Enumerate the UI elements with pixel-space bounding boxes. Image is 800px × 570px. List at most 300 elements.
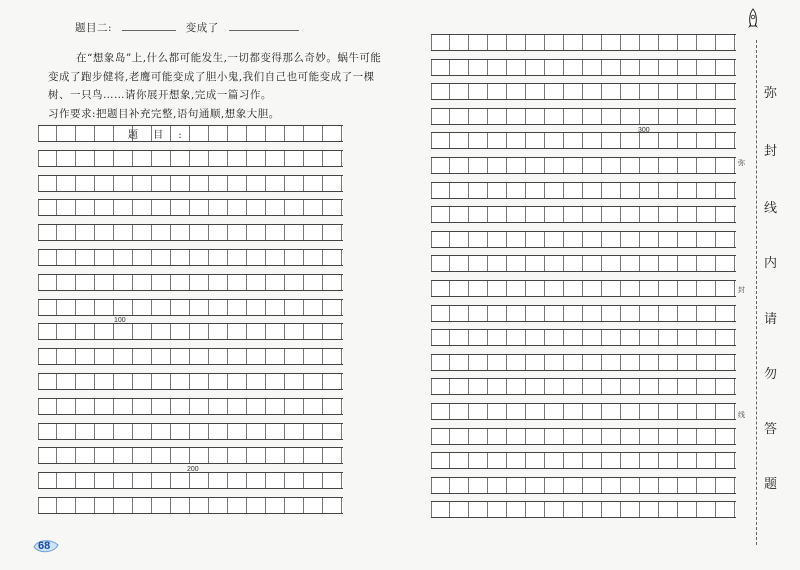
grid-cell[interactable] [507, 404, 526, 419]
grid-cell[interactable] [507, 232, 526, 247]
grid-cell[interactable] [450, 306, 469, 321]
grid-cell[interactable] [152, 424, 171, 439]
grid-cell[interactable] [526, 429, 545, 444]
grid-cell[interactable] [507, 281, 526, 296]
grid-cell[interactable] [697, 133, 716, 148]
grid-cell[interactable] [285, 151, 304, 166]
grid-cell[interactable] [659, 158, 678, 173]
grid-cell[interactable] [76, 349, 95, 364]
grid-row[interactable] [431, 34, 736, 51]
grid-cell[interactable] [621, 158, 640, 173]
grid-cell[interactable] [621, 453, 640, 468]
grid-cell[interactable] [697, 306, 716, 321]
grid-cell[interactable] [285, 498, 304, 513]
title-blank[interactable] [122, 20, 176, 31]
grid-cell[interactable] [431, 478, 450, 493]
grid-cell[interactable] [659, 207, 678, 222]
grid-cell[interactable] [545, 404, 564, 419]
grid-cell[interactable] [697, 232, 716, 247]
grid-cell[interactable] [152, 275, 171, 290]
grid-cell[interactable] [678, 183, 697, 198]
grid-cell[interactable] [285, 225, 304, 240]
grid-cell[interactable] [640, 232, 659, 247]
grid-cell[interactable] [678, 133, 697, 148]
grid-cell[interactable] [469, 133, 488, 148]
grid-cell[interactable] [621, 478, 640, 493]
grid-cell[interactable] [545, 281, 564, 296]
grid-row[interactable] [38, 497, 343, 514]
grid-cell[interactable] [526, 330, 545, 345]
grid-row[interactable] [431, 354, 736, 371]
grid-cell[interactable] [545, 232, 564, 247]
grid-cell[interactable] [659, 379, 678, 394]
grid-cell[interactable] [716, 35, 735, 50]
grid-row[interactable] [431, 255, 736, 272]
grid-cell[interactable] [545, 355, 564, 370]
grid-cell[interactable] [640, 453, 659, 468]
grid-cell[interactable] [190, 225, 209, 240]
grid-row[interactable] [431, 305, 736, 322]
grid-cell[interactable] [38, 151, 57, 166]
grid-cell[interactable] [285, 176, 304, 191]
grid-cell[interactable] [678, 109, 697, 124]
grid-cell[interactable] [488, 207, 507, 222]
grid-cell[interactable] [602, 330, 621, 345]
grid-cell[interactable] [266, 424, 285, 439]
grid-cell[interactable] [285, 126, 304, 141]
grid-cell[interactable] [659, 232, 678, 247]
grid-cell[interactable] [488, 306, 507, 321]
grid-row[interactable] [38, 274, 343, 291]
grid-row[interactable] [431, 231, 736, 248]
grid-cell[interactable] [38, 300, 57, 315]
grid-cell[interactable] [564, 84, 583, 99]
grid-cell[interactable] [488, 281, 507, 296]
grid-cell[interactable] [450, 158, 469, 173]
grid-cell[interactable] [57, 200, 76, 215]
grid-cell[interactable] [323, 151, 342, 166]
grid-cell[interactable] [716, 158, 735, 173]
grid-cell[interactable] [114, 424, 133, 439]
grid-row[interactable] [431, 83, 736, 100]
grid-cell[interactable] [507, 355, 526, 370]
grid-cell[interactable] [697, 404, 716, 419]
grid-cell[interactable] [247, 225, 266, 240]
grid-cell[interactable] [304, 176, 323, 191]
grid-cell[interactable] [602, 355, 621, 370]
grid-cell[interactable] [114, 349, 133, 364]
grid-cell[interactable] [209, 349, 228, 364]
grid-cell[interactable] [450, 478, 469, 493]
grid-cell[interactable] [114, 225, 133, 240]
grid-cell[interactable] [38, 126, 57, 141]
grid-cell[interactable] [209, 473, 228, 488]
grid-cell[interactable] [190, 250, 209, 265]
grid-cell[interactable] [431, 183, 450, 198]
grid-cell[interactable] [526, 355, 545, 370]
grid-cell[interactable] [678, 281, 697, 296]
grid-cell[interactable] [304, 200, 323, 215]
grid-cell[interactable] [171, 399, 190, 414]
grid-cell[interactable] [678, 330, 697, 345]
grid-cell[interactable] [209, 300, 228, 315]
grid-cell[interactable] [431, 109, 450, 124]
grid-cell[interactable] [716, 183, 735, 198]
grid-cell[interactable] [95, 250, 114, 265]
grid-cell[interactable] [659, 306, 678, 321]
grid-cell[interactable] [659, 84, 678, 99]
grid-row[interactable] [38, 224, 343, 241]
grid-cell[interactable] [57, 473, 76, 488]
grid-cell[interactable] [171, 324, 190, 339]
grid-cell[interactable] [450, 207, 469, 222]
grid-row[interactable] [431, 329, 736, 346]
grid-cell[interactable] [488, 404, 507, 419]
grid-cell[interactable] [621, 281, 640, 296]
grid-cell[interactable] [95, 448, 114, 463]
grid-cell[interactable] [659, 330, 678, 345]
grid-cell[interactable] [697, 158, 716, 173]
grid-cell[interactable] [659, 281, 678, 296]
grid-cell[interactable] [247, 300, 266, 315]
grid-cell[interactable] [228, 473, 247, 488]
grid-cell[interactable] [190, 424, 209, 439]
grid-cell[interactable] [583, 207, 602, 222]
grid-cell[interactable] [247, 126, 266, 141]
grid-cell[interactable] [678, 355, 697, 370]
grid-cell[interactable] [209, 399, 228, 414]
grid-cell[interactable] [95, 399, 114, 414]
grid-cell[interactable] [507, 158, 526, 173]
grid-cell[interactable] [583, 109, 602, 124]
grid-cell[interactable] [545, 478, 564, 493]
grid-cell[interactable] [171, 349, 190, 364]
grid-cell[interactable] [450, 35, 469, 50]
grid-cell[interactable] [545, 502, 564, 517]
grid-cell[interactable] [469, 158, 488, 173]
grid-cell[interactable] [209, 324, 228, 339]
grid-cell[interactable] [228, 151, 247, 166]
grid-cell[interactable] [640, 109, 659, 124]
grid-cell[interactable] [545, 256, 564, 271]
grid-cell[interactable] [678, 379, 697, 394]
grid-cell[interactable] [431, 60, 450, 75]
grid-cell[interactable] [583, 330, 602, 345]
grid-cell[interactable] [545, 109, 564, 124]
grid-cell[interactable] [323, 324, 342, 339]
grid-cell[interactable] [564, 35, 583, 50]
grid-cell[interactable] [76, 448, 95, 463]
grid-cell[interactable] [209, 275, 228, 290]
grid-cell[interactable] [323, 498, 342, 513]
grid-cell[interactable] [621, 429, 640, 444]
grid-cell[interactable] [678, 35, 697, 50]
grid-cell[interactable] [304, 374, 323, 389]
grid-cell[interactable] [450, 281, 469, 296]
grid-cell[interactable] [621, 404, 640, 419]
grid-cell[interactable] [247, 498, 266, 513]
grid-cell[interactable] [526, 60, 545, 75]
grid-cell[interactable] [640, 133, 659, 148]
grid-row[interactable] [431, 501, 736, 518]
grid-cell[interactable] [526, 232, 545, 247]
grid-cell[interactable] [209, 448, 228, 463]
grid-cell[interactable] [640, 478, 659, 493]
grid-cell[interactable] [152, 473, 171, 488]
grid-cell[interactable] [545, 207, 564, 222]
grid-cell[interactable] [583, 355, 602, 370]
grid-cell[interactable] [659, 109, 678, 124]
grid-cell[interactable] [488, 109, 507, 124]
grid-cell[interactable] [76, 275, 95, 290]
grid-cell[interactable] [76, 473, 95, 488]
grid-cell[interactable] [659, 453, 678, 468]
grid-cell[interactable] [583, 404, 602, 419]
grid-cell[interactable] [469, 404, 488, 419]
grid-cell[interactable] [659, 429, 678, 444]
grid-cell[interactable] [228, 300, 247, 315]
grid-cell[interactable] [545, 133, 564, 148]
grid-cell[interactable] [190, 126, 209, 141]
grid-cell[interactable] [76, 498, 95, 513]
grid-cell[interactable] [114, 200, 133, 215]
grid-cell[interactable] [95, 151, 114, 166]
grid-cell[interactable] [469, 232, 488, 247]
grid-cell[interactable] [228, 374, 247, 389]
grid-cell[interactable] [114, 275, 133, 290]
grid-cell[interactable] [640, 60, 659, 75]
grid-cell[interactable] [583, 84, 602, 99]
grid-cell[interactable] [152, 151, 171, 166]
grid-cell[interactable] [469, 207, 488, 222]
grid-cell[interactable] [621, 330, 640, 345]
grid-cell[interactable] [678, 453, 697, 468]
grid-cell[interactable] [431, 379, 450, 394]
grid-cell[interactable] [507, 133, 526, 148]
grid-cell[interactable] [38, 374, 57, 389]
grid-cell[interactable] [507, 60, 526, 75]
grid-cell[interactable] [209, 498, 228, 513]
grid-cell[interactable] [323, 200, 342, 215]
grid-cell[interactable] [38, 275, 57, 290]
grid-cell[interactable] [323, 126, 342, 141]
grid-cell[interactable] [469, 183, 488, 198]
grid-cell[interactable] [76, 225, 95, 240]
grid-cell[interactable] [507, 109, 526, 124]
grid-cell[interactable] [133, 300, 152, 315]
grid-cell[interactable] [602, 183, 621, 198]
grid-cell[interactable] [57, 176, 76, 191]
grid-cell[interactable] [640, 429, 659, 444]
grid-cell[interactable] [171, 225, 190, 240]
grid-cell[interactable] [304, 424, 323, 439]
grid-cell[interactable] [640, 502, 659, 517]
grid-cell[interactable] [450, 109, 469, 124]
grid-cell[interactable] [431, 84, 450, 99]
grid-row[interactable] [38, 423, 343, 440]
grid-cell[interactable] [228, 200, 247, 215]
grid-cell[interactable] [304, 151, 323, 166]
grid-cell[interactable] [133, 275, 152, 290]
grid-cell[interactable] [152, 349, 171, 364]
grid-cell[interactable] [602, 256, 621, 271]
grid-cell[interactable] [190, 300, 209, 315]
grid-cell[interactable] [545, 379, 564, 394]
grid-cell[interactable] [621, 207, 640, 222]
grid-cell[interactable] [57, 374, 76, 389]
grid-cell[interactable] [304, 300, 323, 315]
grid-cell[interactable] [76, 300, 95, 315]
grid-cell[interactable] [133, 176, 152, 191]
grid-cell[interactable] [209, 200, 228, 215]
grid-cell[interactable] [716, 109, 735, 124]
grid-cell[interactable] [450, 183, 469, 198]
grid-cell[interactable] [526, 133, 545, 148]
grid-cell[interactable] [57, 126, 76, 141]
grid-cell[interactable] [190, 176, 209, 191]
grid-cell[interactable] [431, 502, 450, 517]
grid-row[interactable] [431, 280, 736, 297]
grid-cell[interactable] [57, 399, 76, 414]
grid-cell[interactable] [38, 473, 57, 488]
grid-cell[interactable] [323, 374, 342, 389]
grid-cell[interactable] [507, 84, 526, 99]
grid-cell[interactable] [431, 355, 450, 370]
grid-cell[interactable] [38, 498, 57, 513]
grid-cell[interactable] [152, 324, 171, 339]
grid-cell[interactable] [716, 84, 735, 99]
grid-cell[interactable] [209, 424, 228, 439]
grid-cell[interactable] [285, 424, 304, 439]
grid-cell[interactable] [38, 448, 57, 463]
grid-cell[interactable] [304, 473, 323, 488]
grid-cell[interactable] [450, 60, 469, 75]
grid-cell[interactable] [171, 250, 190, 265]
grid-cell[interactable] [266, 498, 285, 513]
grid-cell[interactable] [545, 453, 564, 468]
grid-cell[interactable] [583, 379, 602, 394]
grid-cell[interactable] [209, 225, 228, 240]
grid-cell[interactable] [450, 502, 469, 517]
grid-cell[interactable] [716, 429, 735, 444]
grid-cell[interactable] [526, 207, 545, 222]
grid-cell[interactable] [564, 256, 583, 271]
grid-cell[interactable] [209, 126, 228, 141]
grid-cell[interactable] [133, 448, 152, 463]
grid-cell[interactable] [76, 176, 95, 191]
grid-cell[interactable] [469, 355, 488, 370]
grid-cell[interactable] [114, 399, 133, 414]
grid-cell[interactable] [659, 60, 678, 75]
grid-cell[interactable] [190, 498, 209, 513]
grid-cell[interactable] [716, 379, 735, 394]
grid-cell[interactable] [323, 349, 342, 364]
grid-cell[interactable] [57, 424, 76, 439]
grid-cell[interactable] [304, 126, 323, 141]
grid-cell[interactable] [209, 374, 228, 389]
grid-cell[interactable] [133, 151, 152, 166]
grid-cell[interactable] [488, 453, 507, 468]
grid-cell[interactable] [507, 478, 526, 493]
grid-cell[interactable] [697, 429, 716, 444]
grid-cell[interactable] [583, 306, 602, 321]
grid-cell[interactable] [640, 306, 659, 321]
grid-cell[interactable] [285, 349, 304, 364]
grid-cell[interactable] [38, 349, 57, 364]
grid-cell[interactable] [190, 324, 209, 339]
grid-cell[interactable] [602, 379, 621, 394]
grid-cell[interactable] [488, 60, 507, 75]
grid-cell[interactable] [545, 60, 564, 75]
grid-cell[interactable] [564, 429, 583, 444]
grid-cell[interactable] [247, 424, 266, 439]
grid-cell[interactable] [431, 306, 450, 321]
grid-cell[interactable] [488, 35, 507, 50]
grid-cell[interactable] [469, 109, 488, 124]
grid-cell[interactable] [507, 35, 526, 50]
grid-cell[interactable] [488, 256, 507, 271]
grid-cell[interactable] [228, 498, 247, 513]
grid-cell[interactable] [76, 399, 95, 414]
grid-cell[interactable] [678, 84, 697, 99]
grid-cell[interactable] [507, 183, 526, 198]
grid-cell[interactable] [716, 355, 735, 370]
grid-cell[interactable] [602, 453, 621, 468]
grid-cell[interactable] [602, 133, 621, 148]
grid-cell[interactable] [621, 183, 640, 198]
grid-cell[interactable] [247, 250, 266, 265]
grid-cell[interactable] [76, 324, 95, 339]
grid-cell[interactable] [583, 502, 602, 517]
grid-cell[interactable] [583, 429, 602, 444]
grid-cell[interactable] [247, 374, 266, 389]
grid-cell[interactable] [659, 478, 678, 493]
grid-cell[interactable] [431, 256, 450, 271]
grid-row[interactable] [431, 452, 736, 469]
grid-cell[interactable] [659, 256, 678, 271]
grid-cell[interactable] [602, 478, 621, 493]
grid-cell[interactable] [133, 498, 152, 513]
grid-cell[interactable] [716, 256, 735, 271]
grid-cell[interactable] [266, 324, 285, 339]
grid-row[interactable] [38, 150, 343, 167]
grid-row[interactable] [38, 323, 343, 340]
grid-cell[interactable] [583, 453, 602, 468]
grid-cell[interactable] [488, 133, 507, 148]
grid-cell[interactable] [488, 158, 507, 173]
grid-cell[interactable] [526, 281, 545, 296]
grid-cell[interactable] [621, 133, 640, 148]
grid-cell[interactable] [95, 324, 114, 339]
grid-cell[interactable] [114, 300, 133, 315]
grid-cell[interactable] [190, 349, 209, 364]
grid-cell[interactable] [228, 275, 247, 290]
grid-cell[interactable] [285, 300, 304, 315]
grid-cell[interactable] [621, 256, 640, 271]
grid-cell[interactable] [526, 502, 545, 517]
grid-cell[interactable] [488, 84, 507, 99]
grid-cell[interactable] [285, 250, 304, 265]
grid-cell[interactable] [488, 355, 507, 370]
grid-cell[interactable] [152, 200, 171, 215]
grid-cell[interactable] [716, 281, 735, 296]
grid-cell[interactable] [697, 330, 716, 345]
grid-cell[interactable] [640, 207, 659, 222]
grid-cell[interactable] [285, 275, 304, 290]
grid-cell[interactable] [583, 232, 602, 247]
grid-cell[interactable] [564, 404, 583, 419]
grid-cell[interactable] [564, 109, 583, 124]
